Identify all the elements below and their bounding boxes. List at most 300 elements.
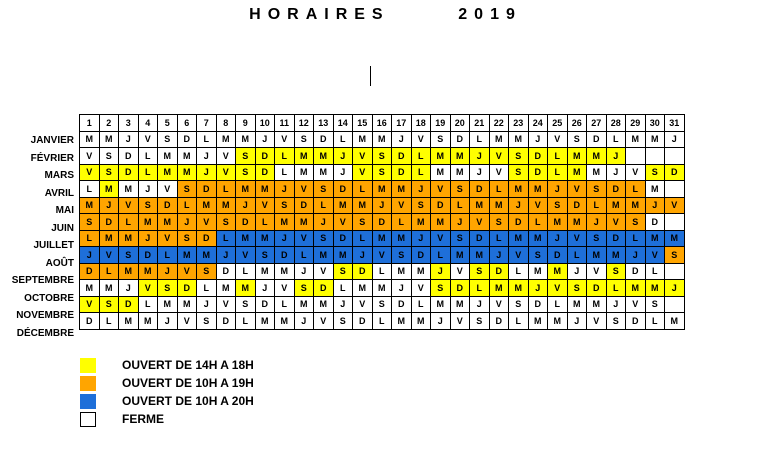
day-cell: V bbox=[353, 164, 373, 181]
day-cell: V bbox=[567, 181, 587, 198]
day-cell: J bbox=[314, 214, 334, 231]
day-cell: D bbox=[392, 296, 412, 313]
day-cell: S bbox=[509, 296, 529, 313]
day-cell: J bbox=[392, 280, 412, 297]
day-cell: M bbox=[275, 313, 295, 330]
day-cell: V bbox=[431, 230, 451, 247]
day-cell: L bbox=[138, 296, 158, 313]
day-cell: D bbox=[333, 230, 353, 247]
day-cell: L bbox=[99, 313, 119, 330]
day-cell: D bbox=[548, 247, 568, 264]
day-cell: M bbox=[392, 230, 412, 247]
day-cell: M bbox=[606, 247, 626, 264]
day-cell: S bbox=[216, 214, 236, 231]
day-number: 7 bbox=[197, 115, 217, 132]
day-cell: J bbox=[392, 131, 412, 148]
day-cell: V bbox=[216, 164, 236, 181]
day-cell: M bbox=[665, 230, 685, 247]
day-cell: V bbox=[99, 247, 119, 264]
day-cell: V bbox=[645, 247, 665, 264]
day-cell: D bbox=[216, 263, 236, 280]
day-cell: S bbox=[665, 247, 685, 264]
month-label: FÉVRIER bbox=[30, 152, 74, 164]
day-cell: J bbox=[275, 181, 295, 198]
day-cell: M bbox=[236, 181, 256, 198]
day-cell: D bbox=[567, 197, 587, 214]
day-number: 22 bbox=[489, 115, 509, 132]
month-row bbox=[80, 263, 685, 280]
day-cell: J bbox=[645, 197, 665, 214]
day-cell: J bbox=[431, 263, 451, 280]
day-cell: M bbox=[392, 181, 412, 198]
day-cell: M bbox=[411, 313, 431, 330]
day-cell: D bbox=[314, 280, 334, 297]
day-cell: J bbox=[333, 164, 353, 181]
day-cell: V bbox=[450, 313, 470, 330]
day-cell: M bbox=[411, 263, 431, 280]
day-cell: S bbox=[236, 164, 256, 181]
day-number: 13 bbox=[314, 115, 334, 132]
day-cell: L bbox=[606, 131, 626, 148]
day-cell: L bbox=[548, 164, 568, 181]
day-cell: S bbox=[275, 197, 295, 214]
day-number: 17 bbox=[392, 115, 412, 132]
day-cell: J bbox=[333, 296, 353, 313]
day-cell: L bbox=[450, 197, 470, 214]
day-cell: L bbox=[236, 263, 256, 280]
day-cell: M bbox=[177, 148, 197, 165]
day-cell: S bbox=[99, 296, 119, 313]
day-cell: M bbox=[509, 181, 529, 198]
day-cell: J bbox=[606, 148, 626, 165]
day-cell: V bbox=[177, 263, 197, 280]
day-cell: V bbox=[294, 181, 314, 198]
day-cell: V bbox=[431, 181, 451, 198]
day-cell: J bbox=[138, 230, 158, 247]
month-row bbox=[80, 247, 685, 264]
day-cell: J bbox=[99, 197, 119, 214]
day-number: 3 bbox=[119, 115, 139, 132]
day-cell: M bbox=[294, 296, 314, 313]
text-cursor bbox=[370, 66, 371, 86]
day-cell: V bbox=[353, 296, 373, 313]
month-row bbox=[80, 148, 685, 165]
day-number: 24 bbox=[528, 115, 548, 132]
day-cell: M bbox=[177, 247, 197, 264]
day-cell: M bbox=[489, 280, 509, 297]
day-cell: L bbox=[197, 131, 217, 148]
day-cell: V bbox=[548, 280, 568, 297]
day-cell: J bbox=[606, 296, 626, 313]
day-number: 25 bbox=[548, 115, 568, 132]
day-cell: M bbox=[567, 214, 587, 231]
day-cell: S bbox=[119, 247, 139, 264]
day-number: 11 bbox=[275, 115, 295, 132]
day-cell: J bbox=[470, 164, 490, 181]
day-cell: S bbox=[606, 313, 626, 330]
day-cell: L bbox=[314, 197, 334, 214]
day-cell: D bbox=[645, 214, 665, 231]
day-cell: D bbox=[177, 131, 197, 148]
day-cell: S bbox=[606, 263, 626, 280]
day-cell: V bbox=[216, 296, 236, 313]
day-cell: L bbox=[626, 181, 646, 198]
day-cell: S bbox=[255, 247, 275, 264]
day-cell: D bbox=[450, 280, 470, 297]
day-cell: M bbox=[489, 131, 509, 148]
day-cell: L bbox=[275, 296, 295, 313]
day-cell: J bbox=[138, 181, 158, 198]
day-cell: D bbox=[606, 230, 626, 247]
day-cell: S bbox=[197, 263, 217, 280]
day-cell: J bbox=[606, 164, 626, 181]
day-cell: M bbox=[470, 197, 490, 214]
day-cell: L bbox=[587, 197, 607, 214]
day-cell: D bbox=[587, 131, 607, 148]
empty-cell bbox=[665, 214, 685, 231]
day-cell: L bbox=[138, 164, 158, 181]
day-cell: D bbox=[216, 313, 236, 330]
day-number: 28 bbox=[606, 115, 626, 132]
page-title: HORAIRES 2019 bbox=[249, 6, 522, 23]
day-cell: D bbox=[236, 214, 256, 231]
day-cell: J bbox=[626, 247, 646, 264]
day-cell: M bbox=[548, 313, 568, 330]
day-cell: J bbox=[353, 247, 373, 264]
month-label: SEPTEMBRE bbox=[11, 275, 74, 286]
month-label: JUIN bbox=[51, 222, 74, 234]
day-number: 30 bbox=[645, 115, 665, 132]
day-cell: D bbox=[138, 247, 158, 264]
day-cell: S bbox=[431, 131, 451, 148]
day-cell: V bbox=[392, 197, 412, 214]
day-cell: J bbox=[255, 131, 275, 148]
day-cell: V bbox=[158, 230, 178, 247]
month-label: AOÛT bbox=[45, 257, 74, 269]
day-number: 2 bbox=[99, 115, 119, 132]
day-cell: V bbox=[275, 280, 295, 297]
day-cell: J bbox=[665, 131, 685, 148]
day-cell: M bbox=[138, 214, 158, 231]
day-cell: M bbox=[255, 230, 275, 247]
day-cell: D bbox=[528, 148, 548, 165]
day-cell: M bbox=[450, 148, 470, 165]
day-cell: L bbox=[411, 148, 431, 165]
day-cell: V bbox=[314, 263, 334, 280]
legend-item bbox=[80, 410, 254, 428]
day-cell: S bbox=[489, 214, 509, 231]
month-row bbox=[80, 230, 685, 247]
day-number: 26 bbox=[567, 115, 587, 132]
day-cell: V bbox=[411, 280, 431, 297]
day-cell: J bbox=[255, 280, 275, 297]
day-cell: V bbox=[80, 296, 100, 313]
legend-label: FERME bbox=[122, 412, 164, 426]
day-cell: M bbox=[528, 181, 548, 198]
day-cell: M bbox=[392, 263, 412, 280]
day-cell: S bbox=[138, 197, 158, 214]
day-cell: D bbox=[392, 164, 412, 181]
day-cell: J bbox=[489, 247, 509, 264]
day-cell: J bbox=[197, 148, 217, 165]
day-cell: V bbox=[528, 197, 548, 214]
day-cell: M bbox=[294, 164, 314, 181]
day-cell: L bbox=[392, 214, 412, 231]
day-cell: M bbox=[275, 263, 295, 280]
legend-swatch bbox=[80, 412, 96, 427]
empty-cell bbox=[665, 148, 685, 165]
day-cell: D bbox=[528, 164, 548, 181]
day-cell: S bbox=[333, 263, 353, 280]
day-cell: V bbox=[372, 247, 392, 264]
month-row bbox=[80, 197, 685, 214]
day-cell: J bbox=[372, 197, 392, 214]
day-cell: L bbox=[528, 214, 548, 231]
day-cell: M bbox=[99, 230, 119, 247]
month-label: NOVEMBRE bbox=[16, 310, 74, 321]
day-number: 19 bbox=[431, 115, 451, 132]
day-cell: S bbox=[470, 313, 490, 330]
day-cell: D bbox=[587, 280, 607, 297]
day-cell: L bbox=[99, 263, 119, 280]
day-cell: D bbox=[255, 148, 275, 165]
day-cell: J bbox=[548, 230, 568, 247]
day-cell: J bbox=[119, 280, 139, 297]
day-number: 21 bbox=[470, 115, 490, 132]
month-row bbox=[80, 313, 685, 330]
day-cell: M bbox=[236, 230, 256, 247]
day-cell: L bbox=[606, 280, 626, 297]
day-number: 9 bbox=[236, 115, 256, 132]
day-cell: M bbox=[509, 131, 529, 148]
day-cell: M bbox=[80, 131, 100, 148]
day-cell: V bbox=[236, 247, 256, 264]
day-cell: M bbox=[372, 230, 392, 247]
month-row bbox=[80, 181, 685, 198]
day-cell: S bbox=[314, 181, 334, 198]
day-cell: M bbox=[587, 164, 607, 181]
empty-cell bbox=[645, 148, 665, 165]
day-cell: J bbox=[294, 313, 314, 330]
day-cell: J bbox=[119, 131, 139, 148]
day-cell: M bbox=[450, 164, 470, 181]
day-cell: V bbox=[470, 214, 490, 231]
day-cell: D bbox=[528, 296, 548, 313]
day-cell: M bbox=[158, 296, 178, 313]
day-cell: M bbox=[294, 214, 314, 231]
day-cell: M bbox=[431, 296, 451, 313]
day-cell: J bbox=[548, 181, 568, 198]
legend-label: OUVERT DE 14H A 18H bbox=[122, 358, 254, 372]
day-cell: V bbox=[294, 230, 314, 247]
day-cell: S bbox=[509, 164, 529, 181]
day-cell: M bbox=[528, 230, 548, 247]
day-cell: V bbox=[138, 280, 158, 297]
month-row bbox=[80, 280, 685, 297]
day-cell: D bbox=[392, 148, 412, 165]
day-number: 23 bbox=[509, 115, 529, 132]
day-cell: S bbox=[626, 214, 646, 231]
day-cell: J bbox=[665, 280, 685, 297]
day-cell: M bbox=[372, 280, 392, 297]
day-cell: V bbox=[489, 164, 509, 181]
day-cell: D bbox=[255, 296, 275, 313]
day-cell: S bbox=[567, 131, 587, 148]
day-cell: D bbox=[431, 197, 451, 214]
day-cell: M bbox=[606, 197, 626, 214]
day-cell: L bbox=[567, 247, 587, 264]
empty-cell bbox=[665, 263, 685, 280]
month-labels bbox=[4, 132, 74, 342]
day-cell: D bbox=[450, 131, 470, 148]
day-cell: J bbox=[567, 263, 587, 280]
day-cell: M bbox=[450, 247, 470, 264]
day-cell: L bbox=[372, 263, 392, 280]
day-cell: L bbox=[80, 230, 100, 247]
day-number: 10 bbox=[255, 115, 275, 132]
day-cell: V bbox=[158, 181, 178, 198]
day-cell: M bbox=[411, 214, 431, 231]
day-cell: M bbox=[333, 197, 353, 214]
day-cell: L bbox=[294, 247, 314, 264]
day-cell: M bbox=[333, 247, 353, 264]
day-cell: M bbox=[470, 247, 490, 264]
day-cell: L bbox=[158, 247, 178, 264]
day-cell: D bbox=[626, 313, 646, 330]
day-cell: L bbox=[489, 230, 509, 247]
day-cell: S bbox=[645, 164, 665, 181]
day-cell: D bbox=[509, 214, 529, 231]
day-cell: M bbox=[645, 131, 665, 148]
day-cell: M bbox=[314, 296, 334, 313]
day-cell: M bbox=[353, 280, 373, 297]
day-cell: L bbox=[353, 230, 373, 247]
day-cell: L bbox=[275, 164, 295, 181]
day-number: 4 bbox=[138, 115, 158, 132]
day-cell: S bbox=[587, 181, 607, 198]
day-cell: L bbox=[333, 131, 353, 148]
day-cell: J bbox=[587, 214, 607, 231]
day-cell: S bbox=[236, 148, 256, 165]
day-cell: V bbox=[80, 148, 100, 165]
day-cell: J bbox=[528, 131, 548, 148]
day-cell: V bbox=[509, 247, 529, 264]
day-cell: J bbox=[431, 313, 451, 330]
day-cell: S bbox=[645, 296, 665, 313]
day-cell: M bbox=[119, 263, 139, 280]
day-cell: J bbox=[450, 214, 470, 231]
day-cell: J bbox=[236, 197, 256, 214]
day-cell: D bbox=[119, 148, 139, 165]
day-cell: M bbox=[158, 214, 178, 231]
day-cell: J bbox=[197, 164, 217, 181]
day-cell: M bbox=[645, 230, 665, 247]
legend-label: OUVERT DE 10H A 19H bbox=[122, 376, 254, 390]
day-cell: S bbox=[548, 197, 568, 214]
day-cell: M bbox=[587, 296, 607, 313]
legend-item bbox=[80, 356, 254, 374]
day-cell: L bbox=[197, 280, 217, 297]
month-label: MAI bbox=[55, 205, 74, 216]
day-cell: M bbox=[138, 313, 158, 330]
day-cell: S bbox=[411, 197, 431, 214]
empty-cell bbox=[626, 148, 646, 165]
day-cell: S bbox=[392, 247, 412, 264]
day-cell: S bbox=[372, 148, 392, 165]
day-cell: V bbox=[606, 214, 626, 231]
day-cell: M bbox=[216, 131, 236, 148]
month-label: MARS bbox=[44, 170, 74, 181]
day-cell: V bbox=[333, 214, 353, 231]
day-cell: M bbox=[216, 280, 236, 297]
day-cell: M bbox=[645, 280, 665, 297]
day-cell: V bbox=[548, 131, 568, 148]
day-number: 20 bbox=[450, 115, 470, 132]
month-row bbox=[80, 214, 685, 231]
day-cell: D bbox=[489, 313, 509, 330]
day-cell: V bbox=[489, 148, 509, 165]
day-cell: J bbox=[509, 197, 529, 214]
legend-swatch bbox=[80, 394, 96, 409]
day-cell: M bbox=[626, 197, 646, 214]
day-cell: V bbox=[411, 131, 431, 148]
day-cell: S bbox=[567, 280, 587, 297]
day-cell: M bbox=[197, 197, 217, 214]
day-cell: M bbox=[548, 263, 568, 280]
empty-cell bbox=[665, 181, 685, 198]
day-cell: L bbox=[470, 280, 490, 297]
day-cell: M bbox=[294, 148, 314, 165]
day-cell: J bbox=[80, 247, 100, 264]
day-cell: M bbox=[528, 313, 548, 330]
day-cell: S bbox=[450, 181, 470, 198]
day-cell: D bbox=[275, 247, 295, 264]
day-cell: M bbox=[80, 280, 100, 297]
day-cell: V bbox=[177, 313, 197, 330]
day-header-row bbox=[80, 115, 685, 132]
day-cell: L bbox=[509, 313, 529, 330]
day-cell: D bbox=[372, 214, 392, 231]
day-number: 15 bbox=[353, 115, 373, 132]
day-number: 14 bbox=[333, 115, 353, 132]
day-cell: L bbox=[645, 263, 665, 280]
day-cell: V bbox=[314, 313, 334, 330]
day-cell: S bbox=[177, 230, 197, 247]
day-cell: V bbox=[197, 214, 217, 231]
day-cell: M bbox=[275, 214, 295, 231]
day-cell: M bbox=[587, 148, 607, 165]
day-cell: D bbox=[333, 181, 353, 198]
day-cell: L bbox=[216, 230, 236, 247]
day-number: 12 bbox=[294, 115, 314, 132]
day-number: 31 bbox=[665, 115, 685, 132]
day-cell: D bbox=[80, 263, 100, 280]
day-cell: L bbox=[80, 181, 100, 198]
day-cell: M bbox=[255, 313, 275, 330]
legend-label: OUVERT DE 10H A 20H bbox=[122, 394, 254, 408]
day-cell: L bbox=[548, 296, 568, 313]
day-cell: M bbox=[509, 280, 529, 297]
day-cell: M bbox=[587, 247, 607, 264]
legend-swatch bbox=[80, 376, 96, 391]
day-cell: J bbox=[275, 230, 295, 247]
day-cell: M bbox=[645, 181, 665, 198]
day-cell: J bbox=[411, 181, 431, 198]
day-cell: M bbox=[509, 230, 529, 247]
day-cell: L bbox=[236, 313, 256, 330]
day-cell: D bbox=[80, 313, 100, 330]
day-cell: V bbox=[138, 131, 158, 148]
